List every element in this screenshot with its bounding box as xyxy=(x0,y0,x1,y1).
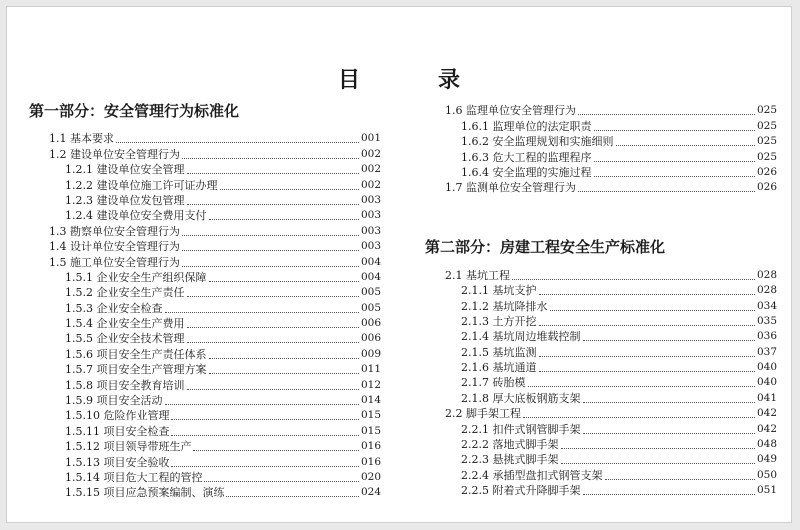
dot-leader xyxy=(594,130,755,131)
toc-page-number: 009 xyxy=(360,347,381,360)
dot-leader xyxy=(550,310,755,311)
toc-page-number: 036 xyxy=(756,330,777,343)
toc-page-number: 002 xyxy=(360,178,381,191)
toc-entry xyxy=(29,346,381,361)
toc-entry xyxy=(29,177,381,192)
dot-leader xyxy=(165,404,359,405)
toc-page-number: 026 xyxy=(756,165,777,178)
toc-entry-label: 2.1.3 土方开挖 xyxy=(461,314,537,328)
toc-entry xyxy=(29,362,381,377)
dot-leader xyxy=(182,250,359,251)
dot-leader xyxy=(209,358,359,359)
dot-leader xyxy=(539,371,755,372)
dot-leader xyxy=(171,435,358,436)
toc-entry-label: 2.1.8 厚大底板钢筋支架 xyxy=(461,391,581,405)
toc-right-column xyxy=(425,99,777,498)
toc-entry-label: 1.5.2 企业安全生产责任 xyxy=(65,286,185,300)
toc-entry-list xyxy=(29,131,381,500)
dot-leader xyxy=(204,481,358,482)
dot-leader xyxy=(523,417,755,418)
toc-entry-label: 1.5.10 危险作业管理 xyxy=(65,409,170,423)
toc-entry xyxy=(29,285,381,300)
document-page xyxy=(6,6,792,523)
dot-leader xyxy=(583,402,755,403)
toc-entry xyxy=(425,118,777,133)
toc-entry xyxy=(425,375,777,390)
toc-entry xyxy=(425,134,777,149)
toc-entry xyxy=(425,360,777,375)
toc-page-number: 035 xyxy=(756,314,777,327)
toc-entry-label: 1.5.15 项目应急预案编制、演练 xyxy=(65,486,225,500)
toc-page-number: 012 xyxy=(360,378,381,391)
toc-entry-label: 2.1 基坑工程 xyxy=(445,268,510,282)
toc-page-number: 037 xyxy=(756,345,777,358)
dot-leader xyxy=(583,340,755,341)
dot-leader xyxy=(220,189,359,190)
dot-leader xyxy=(193,450,358,451)
dot-leader xyxy=(594,176,755,177)
toc-entry-list xyxy=(425,267,777,498)
toc-entry-label: 1.5.5 企业安全技术管理 xyxy=(65,332,185,346)
toc-entry xyxy=(29,223,381,238)
dot-leader xyxy=(539,356,755,357)
toc-entry-label: 1.2.2 建设单位施工许可证办理 xyxy=(65,178,218,192)
dot-leader xyxy=(594,161,755,162)
toc-entry-label: 1.7 监测单位安全管理行为 xyxy=(445,181,576,195)
toc-entry-label: 2.1.1 基坑支护 xyxy=(461,284,537,298)
toc-entry-label: 2.2.4 承插型盘扣式钢管支架 xyxy=(461,468,603,482)
toc-entry-label: 2.1.5 基坑监测 xyxy=(461,345,537,359)
toc-entry xyxy=(29,393,381,408)
toc-entry xyxy=(425,344,777,359)
toc-page-number: 040 xyxy=(756,361,777,374)
toc-page-number: 016 xyxy=(360,455,381,468)
toc-entry-label: 2.2.5 附着式升降脚手架 xyxy=(461,484,581,498)
toc-entry-label: 1.5.3 企业安全检查 xyxy=(65,301,163,315)
toc-page-number: 025 xyxy=(756,119,777,132)
toc-entry-label: 1.2.1 建设单位安全管理 xyxy=(65,163,185,177)
toc-page-number: 011 xyxy=(360,363,381,376)
toc-page-number: 020 xyxy=(360,470,381,483)
toc-page-number: 051 xyxy=(756,484,777,497)
toc-entry-list xyxy=(425,103,777,195)
toc-page-number: 003 xyxy=(360,224,381,237)
toc-entry xyxy=(29,131,381,146)
dot-leader xyxy=(605,479,755,480)
toc-entry-label: 1.5.9 项目安全活动 xyxy=(65,394,163,408)
dot-leader xyxy=(187,389,359,390)
toc-entry xyxy=(425,390,777,405)
toc-left-column xyxy=(29,99,381,500)
toc-entry xyxy=(29,162,381,177)
toc-entry xyxy=(29,300,381,315)
toc-entry xyxy=(29,454,381,469)
dot-leader xyxy=(187,327,359,328)
dot-leader xyxy=(583,494,755,495)
dot-leader xyxy=(539,325,755,326)
toc-entry-label: 1.6.3 危大工程的监理程序 xyxy=(461,150,592,164)
toc-entry-label: 1.5.1 企业安全生产组织保障 xyxy=(65,270,207,284)
toc-entry xyxy=(29,470,381,485)
toc-entry xyxy=(425,329,777,344)
toc-entry xyxy=(29,239,381,254)
toc-page-number: 050 xyxy=(756,468,777,481)
toc-page-number: 005 xyxy=(360,301,381,314)
toc-entry-label: 1.2.4 建设单位安全费用支付 xyxy=(65,209,207,223)
toc-entry-label: 1.5.6 项目安全生产责任体系 xyxy=(65,347,207,361)
dot-leader xyxy=(187,342,359,343)
dot-leader xyxy=(182,235,359,236)
toc-entry xyxy=(29,423,381,438)
toc-page-number: 003 xyxy=(360,209,381,222)
dot-leader xyxy=(561,463,755,464)
toc-page-number: 004 xyxy=(360,270,381,283)
toc-entry-label: 2.1.7 砖胎模 xyxy=(461,376,526,390)
part-one-heading: 第一部分：安全管理行为标准化 xyxy=(29,102,240,120)
toc-page-number: 025 xyxy=(756,104,777,117)
toc-entry xyxy=(425,267,777,282)
dot-leader xyxy=(209,373,359,374)
toc-page-number: 003 xyxy=(360,240,381,253)
dot-leader xyxy=(561,448,755,449)
dot-leader xyxy=(209,281,359,282)
toc-entry xyxy=(425,103,777,118)
toc-entry xyxy=(29,439,381,454)
dot-leader xyxy=(528,386,755,387)
toc-entry xyxy=(425,180,777,195)
toc-page-number: 028 xyxy=(756,268,777,281)
dot-leader xyxy=(209,219,359,220)
toc-page-number: 028 xyxy=(756,284,777,297)
dot-leader xyxy=(187,173,359,174)
toc-page-number: 042 xyxy=(756,407,777,420)
toc-entry-label: 2.1.4 基坑周边堆载控制 xyxy=(461,330,581,344)
toc-entry-label: 1.5.12 项目领导带班生产 xyxy=(65,440,192,454)
toc-entry xyxy=(29,193,381,208)
toc-page-number: 042 xyxy=(756,422,777,435)
toc-page-number: 049 xyxy=(756,453,777,466)
toc-entry xyxy=(425,421,777,436)
toc-page-number: 040 xyxy=(756,376,777,389)
toc-entry-label: 1.5 施工单位安全管理行为 xyxy=(49,255,180,269)
toc-page-number: 025 xyxy=(756,135,777,148)
dot-leader xyxy=(539,294,755,295)
toc-entry xyxy=(29,331,381,346)
toc-entry xyxy=(29,146,381,161)
toc-entry xyxy=(29,270,381,285)
toc-entry xyxy=(425,149,777,164)
dot-leader xyxy=(171,466,358,467)
toc-entry-label: 2.2.3 悬挑式脚手架 xyxy=(461,453,559,467)
toc-entry-label: 1.5.14 项目危大工程的管控 xyxy=(65,470,203,484)
dot-leader xyxy=(226,496,358,497)
toc-page-number: 026 xyxy=(756,181,777,194)
toc-page-number: 048 xyxy=(756,438,777,451)
toc-entry-label: 1.2 建设单位安全管理行为 xyxy=(49,147,180,161)
toc-page-number: 016 xyxy=(360,440,381,453)
toc-entry-label: 1.4 设计单位安全管理行为 xyxy=(49,240,180,254)
toc-entry xyxy=(425,437,777,452)
toc-entry-label: 1.3 勘察单位安全管理行为 xyxy=(49,224,180,238)
toc-entry xyxy=(425,283,777,298)
dot-leader xyxy=(116,142,359,143)
toc-page-number: 034 xyxy=(756,299,777,312)
toc-entry-label: 1.5.7 项目安全生产管理方案 xyxy=(65,363,207,377)
toc-entry-label: 1.6.1 监理单位的法定职责 xyxy=(461,119,592,133)
toc-entry-label: 1.6.4 安全监理的实施过程 xyxy=(461,165,592,179)
toc-page-number: 041 xyxy=(756,391,777,404)
toc-entry xyxy=(425,452,777,467)
toc-entry-label: 1.2.3 建设单位发包管理 xyxy=(65,193,185,207)
toc-entry xyxy=(425,483,777,498)
toc-entry-label: 2.1.6 基坑通道 xyxy=(461,361,537,375)
toc-page-number: 014 xyxy=(360,394,381,407)
toc-page-number: 005 xyxy=(360,286,381,299)
toc-entry-label: 1.5.11 项目安全检查 xyxy=(65,424,170,438)
toc-page-number: 015 xyxy=(360,424,381,437)
toc-entry xyxy=(29,254,381,269)
toc-page-number: 002 xyxy=(360,147,381,160)
toc-entry xyxy=(425,165,777,180)
dot-leader xyxy=(187,204,359,205)
toc-entry xyxy=(425,406,777,421)
toc-page-number: 006 xyxy=(360,332,381,345)
toc-page-number: 006 xyxy=(360,317,381,330)
toc-page-number: 003 xyxy=(360,193,381,206)
toc-page-number: 024 xyxy=(360,486,381,499)
dot-leader xyxy=(182,266,359,267)
toc-entry-label: 1.6.2 安全监理规划和实施细则 xyxy=(461,135,614,149)
toc-entry xyxy=(29,208,381,223)
toc-entry-label: 1.1 基本要求 xyxy=(49,132,114,146)
page-title: 目 录 xyxy=(337,67,488,93)
toc-entry-label: 2.2.2 落地式脚手架 xyxy=(461,438,559,452)
toc-page-number: 025 xyxy=(756,150,777,163)
dot-leader xyxy=(165,312,359,313)
toc-page-number: 001 xyxy=(360,132,381,145)
toc-page-number: 002 xyxy=(360,163,381,176)
toc-entry-label: 1.5.8 项目安全教育培训 xyxy=(65,378,185,392)
dot-leader xyxy=(512,279,755,280)
dot-leader xyxy=(171,419,358,420)
part-two-heading: 第二部分：房建工程安全生产标准化 xyxy=(425,238,666,257)
toc-entry-label: 2.2.1 扣件式钢管脚手架 xyxy=(461,422,581,436)
toc-entry-label: 2.2 脚手架工程 xyxy=(445,407,521,421)
toc-entry-label: 1.6 监理单位安全管理行为 xyxy=(445,104,576,118)
toc-page-number: 004 xyxy=(360,255,381,268)
dot-leader xyxy=(578,114,755,115)
toc-entry xyxy=(425,314,777,329)
toc-entry xyxy=(29,377,381,392)
toc-entry xyxy=(29,316,381,331)
dot-leader xyxy=(187,296,359,297)
dot-leader xyxy=(616,145,755,146)
toc-entry-label: 2.1.2 基坑降排水 xyxy=(461,299,548,313)
toc-entry xyxy=(425,467,777,482)
toc-entry xyxy=(425,298,777,313)
dot-leader xyxy=(578,191,755,192)
toc-entry-label: 1.5.13 项目安全验收 xyxy=(65,455,170,469)
toc-entry-label: 1.5.4 企业安全生产费用 xyxy=(65,317,185,331)
dot-leader xyxy=(583,433,755,434)
toc-entry xyxy=(29,485,381,500)
toc-entry xyxy=(29,408,381,423)
toc-page-number: 015 xyxy=(360,409,381,422)
dot-leader xyxy=(182,158,359,159)
